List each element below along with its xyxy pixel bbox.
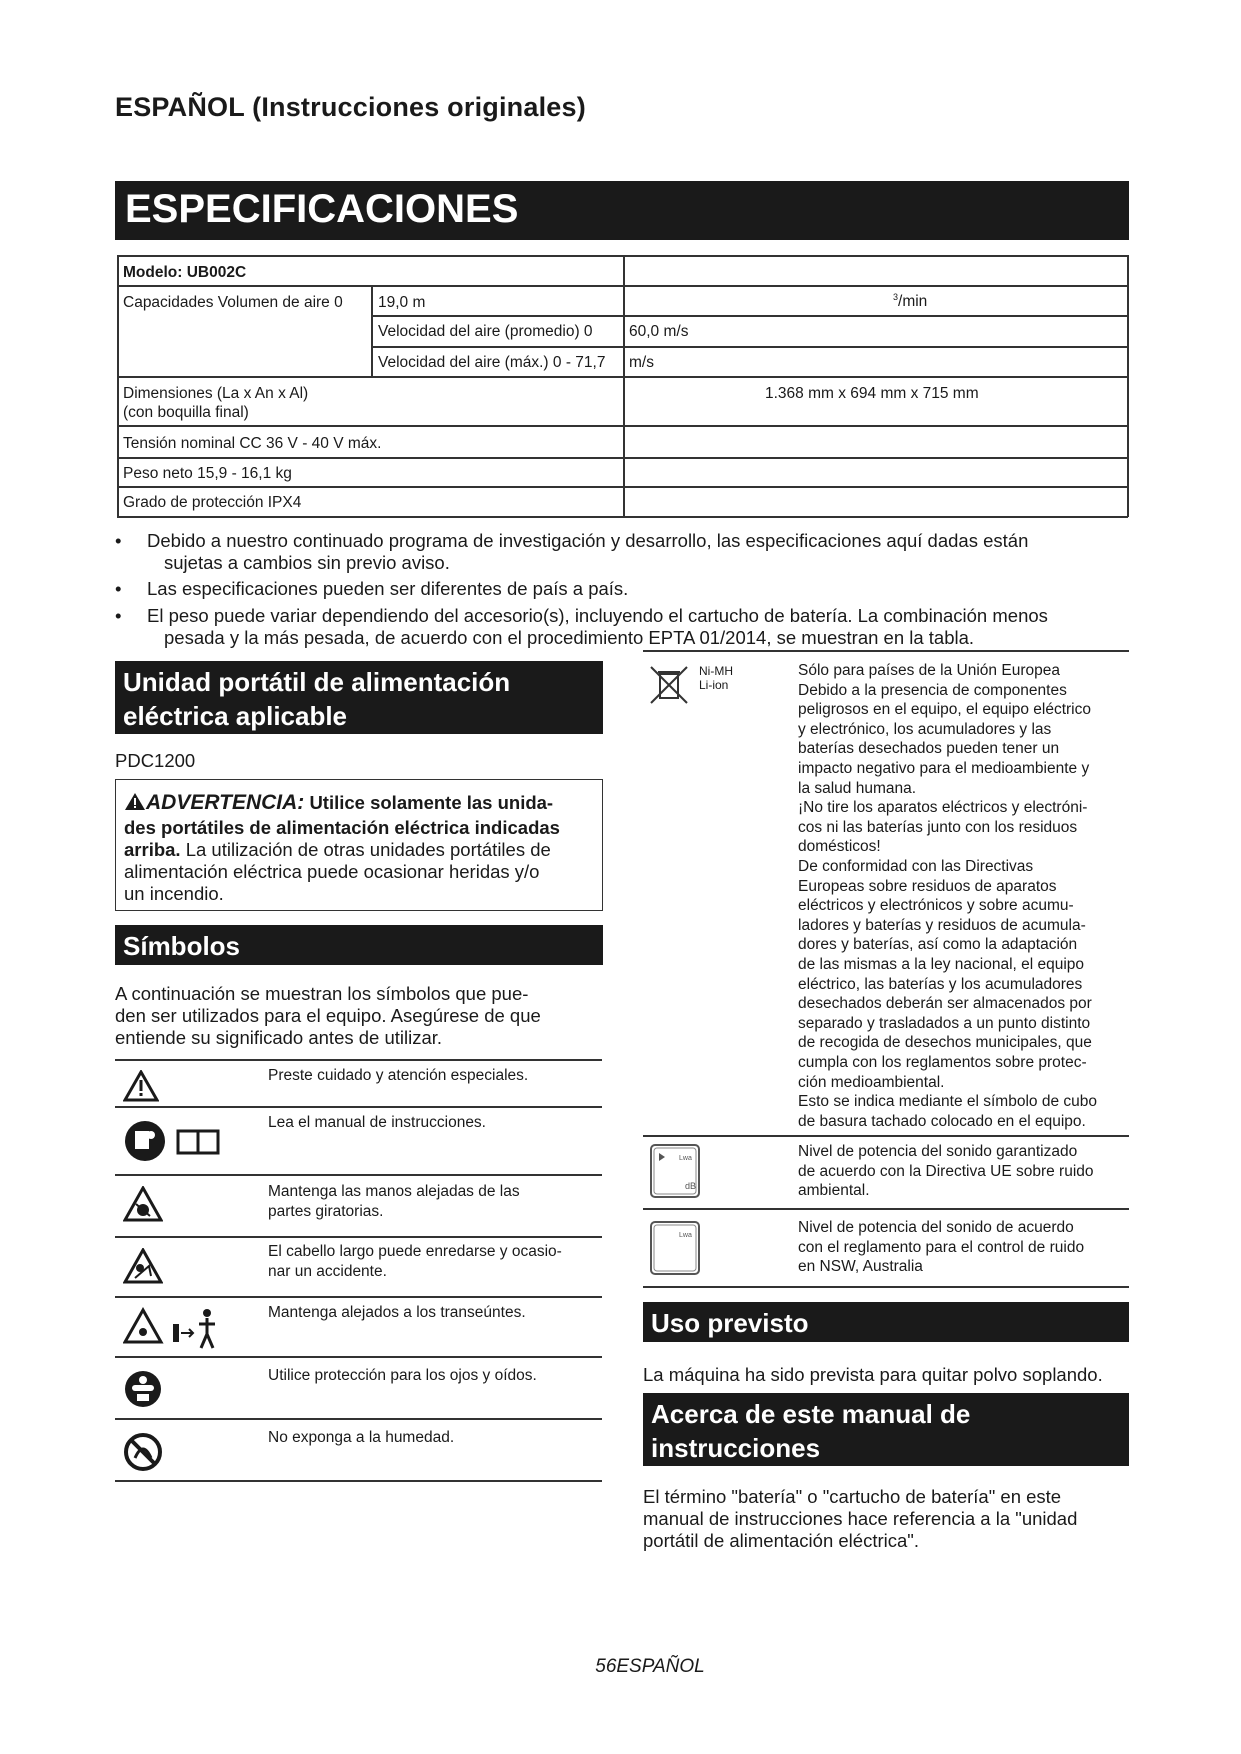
sound-eu-line: de acuerdo con la Directiva UE sobre ruido xyxy=(798,1162,1094,1180)
bystanders-icon xyxy=(123,1304,223,1350)
spec-model: Modelo: UB002C xyxy=(123,264,247,281)
eu-line: Debido a la presencia de componentes xyxy=(798,681,1067,699)
eu-line: y electrónico, los acumuladores y las xyxy=(798,720,1052,738)
rotating-parts-icon xyxy=(123,1186,163,1222)
eu-line: la salud humana. xyxy=(798,779,917,797)
symbols-intro-line: A continuación se muestran los símbolos que pue- xyxy=(115,983,529,1004)
symbols-heading: Símbolos xyxy=(115,925,603,965)
specifications-heading: ESPECIFICACIONES xyxy=(125,187,519,231)
eu-line: desechados deberán ser almacenados por xyxy=(798,995,1092,1013)
eu-line: separado y trasladados a un punto distinto xyxy=(798,1014,1091,1032)
symbol-text: No exponga a la humedad. xyxy=(268,1429,455,1446)
spec-dimensions-value: 1.368 mm x 694 mm x 715 mm xyxy=(765,385,979,402)
eu-line: Europeas sobre residuos de aparatos xyxy=(798,877,1057,895)
eu-line: impacto negativo para el medioambiente y xyxy=(798,760,1090,777)
warning-triangle-icon xyxy=(123,1070,159,1102)
spec-air-volume-value: 19,0 m xyxy=(378,294,426,311)
symbol-text: Utilice protección para los ojos y oídos. xyxy=(268,1367,537,1384)
eu-line: ción medioambiental. xyxy=(798,1073,945,1091)
spec-protection: Grado de protección IPX4 xyxy=(123,494,302,511)
eu-line: de las mismas a la ley nacional, el equipo xyxy=(798,956,1085,973)
sound-nsw-line: Nivel de potencia del sonido de acuerdo xyxy=(798,1219,1074,1236)
spec-avg-speed-label: Velocidad del aire (promedio) 0 xyxy=(378,323,593,340)
battery-type-label: Li-ion xyxy=(699,678,729,692)
eu-line: de basura tachado colocado en el equipo. xyxy=(798,1112,1086,1130)
eu-line: domésticos! xyxy=(798,838,881,856)
power-unit-model: PDC1200 xyxy=(115,750,196,771)
svg-text:Lwa: Lwa xyxy=(679,1155,692,1162)
eye-ear-protection-icon xyxy=(123,1369,163,1409)
power-unit-heading: Unidad portátil de alimentación eléctrica aplicable xyxy=(115,661,603,734)
sound-eu-line: ambiental. xyxy=(798,1182,870,1199)
about-manual-line: manual de instrucciones hace referencia a la "unidad xyxy=(643,1508,1078,1529)
symbol-text: Preste cuidado y atención especiales. xyxy=(268,1067,529,1084)
crossed-bin-icon xyxy=(648,664,690,706)
specifications-heading-bar xyxy=(115,181,1129,240)
spec-dimensions-sublabel: (con boquilla final) xyxy=(123,404,249,421)
eu-line: Sólo para países de la Unión Europea xyxy=(798,662,1060,679)
eu-line: baterías desechados pueden tener un xyxy=(798,740,1060,758)
warning-box: ADVERTENCIA: Utilice solamente las unida- des portátiles de alimentación eléctrica indicadas arriba. La utilización de otras unidades portátiles de alimentación eléctrica puede ocasionar heridas y/o un incendio. xyxy=(115,779,603,911)
eu-line: cumpla con los reglamentos sobre protec- xyxy=(798,1054,1087,1071)
sound-power-eu-icon xyxy=(649,1143,701,1199)
about-manual-heading: Acerca de este manual de instrucciones xyxy=(643,1393,1129,1466)
symbol-text: El cabello largo puede enredarse y ocasio- xyxy=(268,1243,562,1260)
symbol-text: nar un accidente. xyxy=(268,1263,387,1280)
spec-dimensions-label: Dimensiones (La x An x Al) xyxy=(123,385,309,402)
page-number: 56ESPAÑOL xyxy=(595,1656,705,1677)
page-title: ESPAÑOL (Instrucciones originales) xyxy=(115,92,586,122)
spec-avg-speed-value: 60,0 m/s xyxy=(629,323,689,340)
about-manual-line: El término "batería" o "cartucho de batería" en este xyxy=(643,1486,1062,1507)
read-manual-icon xyxy=(123,1119,221,1163)
eu-line: peligrosos en el equipo, el equipo eléctrico xyxy=(798,701,1091,719)
long-hair-icon xyxy=(123,1248,163,1284)
intended-use-heading: Uso previsto xyxy=(643,1302,1129,1342)
battery-type-label: Ni-MH xyxy=(699,664,733,678)
sound-power-nsw-icon xyxy=(649,1220,701,1276)
warning-label: ADVERTENCIA: xyxy=(146,791,305,814)
symbols-intro-line: entiende su significado antes de utilizar. xyxy=(115,1027,443,1048)
sound-eu-line: Nivel de potencia del sonido garantizado xyxy=(798,1143,1078,1160)
about-manual-line: portátil de alimentación eléctrica". xyxy=(643,1530,919,1551)
intended-use-text: La máquina ha sido prevista para quitar polvo soplando. xyxy=(643,1364,1103,1385)
eu-line: De conformidad con las Directivas xyxy=(798,858,1034,875)
warning-triangle-icon xyxy=(124,792,146,811)
spec-voltage: Tensión nominal CC 36 V - 40 V máx. xyxy=(123,435,382,452)
symbol-text: Mantenga las manos alejadas de las xyxy=(268,1183,520,1200)
spec-max-speed-value: m/s xyxy=(629,354,654,371)
eu-line: ¡No tire los aparatos eléctricos y electróni- xyxy=(798,799,1088,817)
spec-weight: Peso neto 15,9 - 16,1 kg xyxy=(123,465,292,482)
eu-line: ladores y baterías y residuos de acumula- xyxy=(798,916,1086,934)
no-moisture-icon xyxy=(123,1432,163,1472)
eu-line: cos ni las baterías junto con los residuos xyxy=(798,818,1078,836)
svg-text:Lwa: Lwa xyxy=(679,1232,692,1239)
symbol-text: Lea el manual de instrucciones. xyxy=(268,1114,486,1131)
symbol-text: Mantenga alejados a los transeúntes. xyxy=(268,1304,526,1321)
sound-nsw-line: con el reglamento para el control de ruido xyxy=(798,1238,1085,1256)
symbol-text: partes giratorias. xyxy=(268,1203,384,1220)
eu-line: Esto se indica mediante el símbolo de cubo xyxy=(798,1093,1097,1111)
spec-max-speed-label: Velocidad del aire (máx.) 0 - 71,7 xyxy=(378,354,606,371)
sound-nsw-line: en NSW, Australia xyxy=(798,1258,923,1275)
eu-line: eléctricos y electrónicos y sobre acumu- xyxy=(798,897,1074,915)
eu-line: eléctrico, las baterías y los acumuladores xyxy=(798,975,1083,993)
spec-air-volume-label: Capacidades Volumen de aire 0 xyxy=(123,294,343,311)
svg-text:dB: dB xyxy=(685,1181,697,1191)
symbols-intro-line: den ser utilizados para el equipo. Asegúrese de que xyxy=(115,1005,541,1026)
spec-air-volume-unit: $^3$/min xyxy=(893,292,928,311)
eu-line: de recogida de desechos municipales, que xyxy=(798,1034,1092,1052)
eu-line: dores y baterías, así como la adaptación xyxy=(798,936,1078,954)
